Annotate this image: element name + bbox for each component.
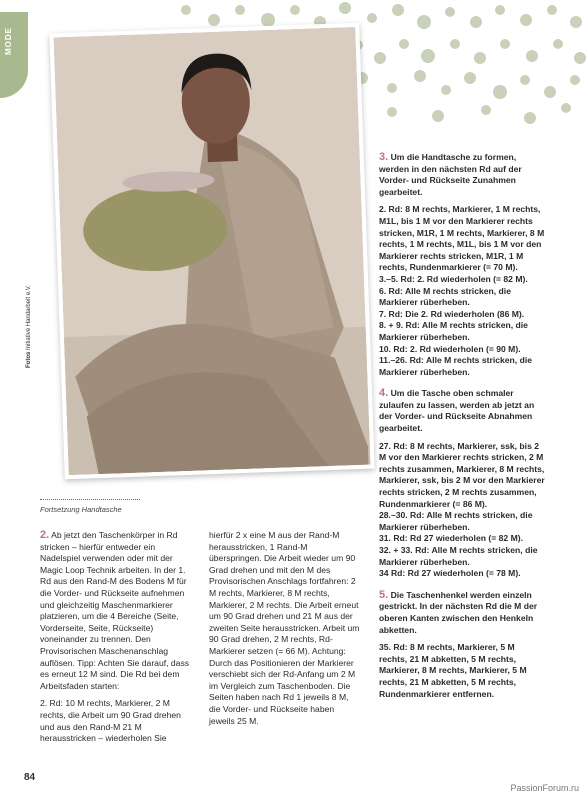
fashion-photo [49,23,374,480]
round-line: 27. Rd: 8 M rechts, Markierer, ssk, bis 2 M vor den Markierer rechts stricken, 2 M rechts zusammen, Markierer, 8 M rechts, Markierer, ssk, bis 2 M vor den Markierer rechts stricken, 2 M rechts zusammen, Rundenmarkierer (= 86 M). [379,440,545,509]
text-column-3 [379,152,545,706]
photo-caption: Fortsetzung Handtasche [40,505,122,514]
round-line: 2. Rd: 8 M rechts, Markierer, 1 M rechts, M1L, bis 1 M vor den Markierer rechts stricken, M1R, 1 M rechts, Markierer, 8 M rechts, 1 M rechts, M1L, bis 1 M vor den Markierer rechts stricken, M1R, 1 M rechts, Rundenmarkierer (= 70 M). [379,204,545,273]
photo-credit-label: Fotos [26,351,32,368]
round-line: 7. Rd: Die 2. Rd wiederholen (86 M). [379,308,525,319]
step-text: Die Taschenhenkel werden einzeln gestrickt. In der nächsten Rd die M der oberen Kanten zwischen den Henkeln abketten. [379,589,538,635]
page-number: 84 [24,772,36,783]
step-number: 2. [40,529,50,541]
section-tab-label: MODE [4,27,13,55]
round-line: 35. Rd: 8 M rechts, Markierer, 5 M rechts, 21 M abketten, 5 M rechts, Markierer, 8 M rechts, Markierer, 5 M rechts, 21 M abketten, 5 M rechts, Rundenmarkierer entfernen. [379,642,527,699]
paragraph-step-2 [40,530,194,692]
round-line: 3.–5. Rd: 2. Rd wiederholen (= 82 M). [379,273,528,284]
step-5-rounds [379,642,545,700]
step-number: 5. [379,588,389,601]
step-number: 3. [379,151,389,163]
step-3-rounds [379,204,545,378]
paragraph-step-5 [379,590,545,636]
paragraph-continuation: hierfür 2 x eine M aus der Rand-M herausstricken, 1 Rand-M überspringen. Die Arbeit wieder um 90 Grad drehen und mit den M des Provisorischen Anschlags fortfahren: 2 M rechts, Markierer, 8 M rechts, Markierer, 2 M rechts. Die Arbeit erneut um 90 Grad drehen und 21 M aus der zweiten Seite herausstricken. Arbeit um 90 Grad drehen, 2 M rechts, Rd-Markierer setzen (= 66 M). Achtung: Durch das Positionieren der Markierer verschiebt sich der Rd-Anfang um 2 M im Vergleich zum Taschenboden. Die Seiten haben nach Rd 1 jeweils 8 M, die Vorder- und Rückseite haben jeweils 25 M. [209,530,360,726]
step-number: 4. [379,387,389,400]
step-text: Ab jetzt den Taschenkörper in Rd stricken – hierfür entweder ein Nadelspiel verwenden oder mit der Magic Loop Technik arbeiten. In der 1. Rd aus den Rand-M des Bodens M für die Vorder- und Rückseite aufnehmen und gleichzeitig Maschenmarkierer platzieren, um die 4 Bereiche (Seite, Vorderseite, Seite, Rückseite) voneinander zu trennen. Den Provisorischen Maschenanschlag auflösen. Tipp: Achten Sie darauf, dass es erneut 12 M sind. Die Rd bei dem Arbeitsfaden starten: [40,530,190,691]
step-text: Um die Handtasche zu formen, werden in den nächsten Rd auf der Vorder- und Rückseite Zunahmen gearbeitet. [379,152,522,197]
round-line: 8. + 9. Rd: Alle M rechts stricken, die Markierer rüberheben. [379,320,528,342]
round-line: 6. Rd: Alle M rechts stricken, die Markierer rüberheben. [379,285,511,308]
round-line: 31. Rd: Rd 27 wiederholen (= 82 M). [379,533,523,544]
photo-credit-text: Initiative Handarbeit e.V. [26,285,32,350]
paragraph-step-3 [379,152,545,198]
text-column-1 [40,530,194,751]
round-line: 11.–26. Rd: Alle M rechts stricken, die Markierer rüberheben. [379,355,533,377]
watermark: PassionForum.ru [510,783,579,793]
caption-divider [40,499,140,500]
photo-illustration [53,27,370,475]
paragraph-round-2 [40,698,194,744]
photo-credit [26,285,32,368]
round-line: 28.–30. Rd: Alle M rechts stricken, die Markierer rüberheben. [379,510,533,532]
paragraph-step-4 [379,388,545,434]
text-column-2 [209,530,361,733]
round-line: 32. + 33. Rd: Alle M rechts stricken, die Markierer rüberheben. [379,545,538,567]
round-line: 34 Rd: Rd 27 wiederholen (= 78 M). [379,568,521,579]
step-4-rounds [379,441,545,580]
round-line: 10. Rd: 2. Rd wiederholen (= 90 M). [379,343,521,354]
step-text: Um die Tasche oben schmaler zulaufen zu lassen, werden ab jetzt an der Vorder- und Rückseite Abnahmen gearbeitet. [379,388,535,434]
round-instruction: 2. Rd: 10 M rechts, Markierer, 2 M rechts, die Arbeit um 90 Grad drehen und aus den Rand-M 21 M herausstricken – wiederholen Sie [40,698,181,744]
